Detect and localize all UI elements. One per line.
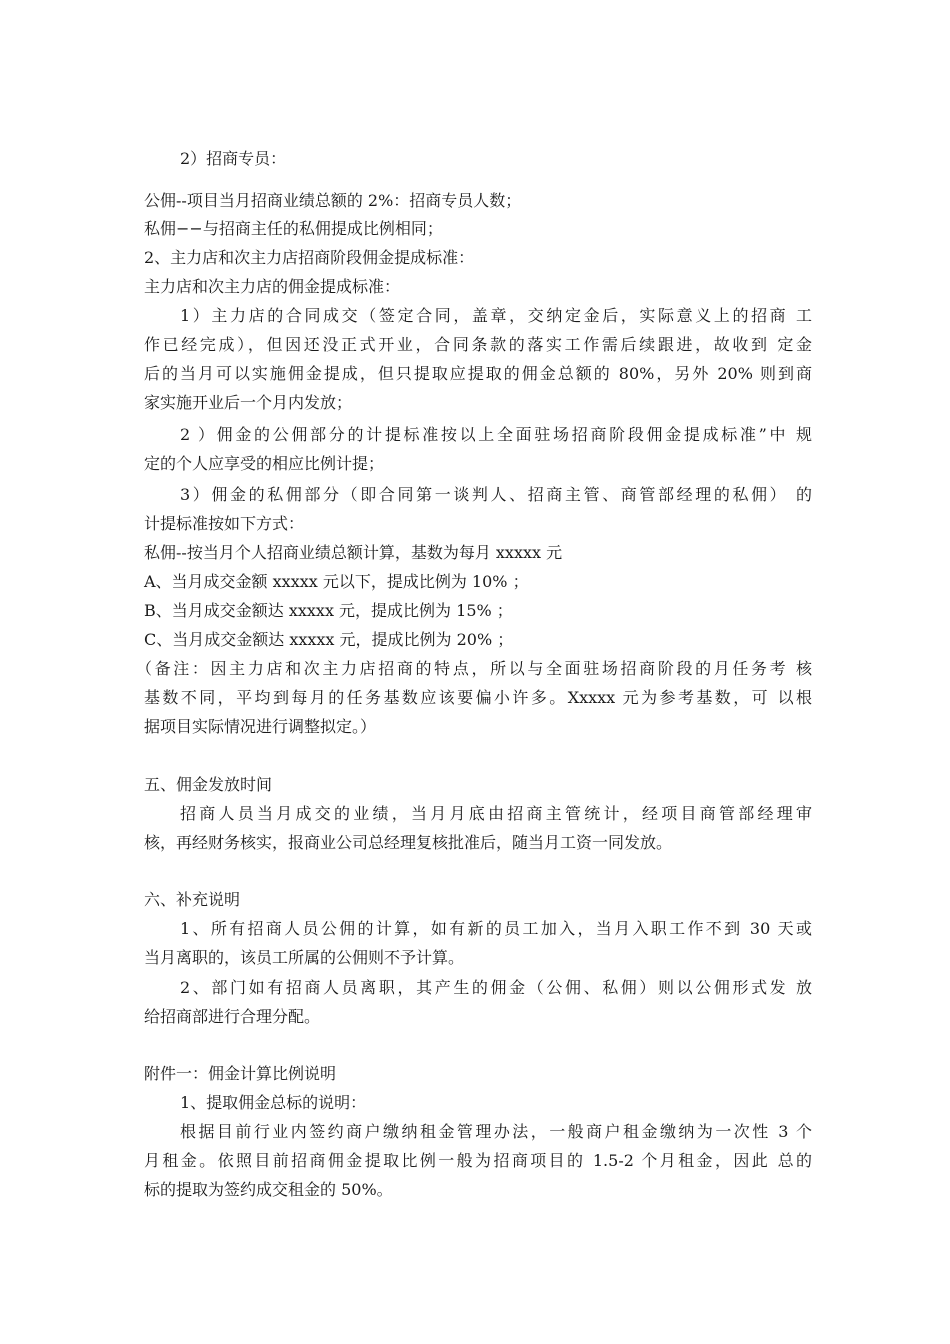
paragraph-line: 招商人员当月成交的业绩，当月月底由招商主管统计，经项目商管部经理审 [180,804,812,823]
section-heading: 附件一：佣金计算比例说明 [144,1064,337,1083]
paragraph-line: 定的个人应享受的相应比例计提； [144,454,385,473]
text-line: 公佣--项目当月招商业绩总额的 2%：招商专员人数； [144,191,522,210]
subheading-recruitment-specialist: 2）招商专员： [180,149,287,168]
section-heading: 2、主力店和次主力店招商阶段佣金提成标准： [144,248,475,267]
text-line: 私佣--按当月个人招商业绩总额计算，基数为每月 xxxxx 元 [144,543,563,562]
paragraph-line: 1、所有招商人员公佣的计算，如有新的员工加入，当月入职工作不到 30 天或 [180,919,812,938]
text-line: 私佣−−与招商主任的私佣提成比例相同； [144,219,443,238]
paragraph-line: 2 ）佣金的公佣部分的计提标准按以上全面驻场招商阶段佣金提成标准”中 规 [180,425,812,444]
paragraph-line: 2、部门如有招商人员离职，其产生的佣金（公佣、私佣）则以公佣形式发 放 [180,978,812,997]
paragraph-line: 计提标准按如下方式： [144,514,305,533]
subheading: 1、提取佣金总标的说明： [180,1093,367,1112]
paragraph-line: 1）主力店的合同成交（签定合同，盖章，交纳定金后，实际意义上的招商 工 [180,306,812,325]
text-line: 主力店和次主力店的佣金提成标准： [144,277,401,296]
paragraph-line: 月租金。依照目前招商佣金提取比例一般为招商项目的 1.5-2 个月租金，因此 总的 [144,1151,812,1170]
paragraph-line: 后的当月可以实施佣金提成，但只提取应提取的佣金总额的 80%，另外 20% 则到商 [144,364,812,383]
list-item: C、当月成交金额达 xxxxx 元，提成比例为 20% ； [144,630,514,649]
paragraph-line: 根据目前行业内签约商户缴纳租金管理办法，一般商户租金缴纳为一次性 3 个 [180,1122,812,1141]
paragraph-line: 标的提取为签约成交租金的 50%。 [144,1180,393,1199]
paragraph-line: 当月离职的，该员工所属的公佣则不予计算。 [144,948,465,967]
section-heading: 六、补充说明 [144,890,241,909]
paragraph-line: 核，再经财务核实，报商业公司总经理复核批准后，随当月工资一同发放。 [144,833,673,852]
paragraph-line: 家实施开业后一个月内发放； [144,393,353,412]
paragraph-line: 3）佣金的私佣部分（即合同第一谈判人、招商主管、商管部经理的私佣） 的 [180,485,812,504]
paragraph-line: 作已经完成），但因还没正式开业，合同条款的落实工作需后续跟进，故收到 定金 [144,335,812,354]
list-item: A、当月成交金额 xxxxx 元以下，提成比例为 10% ； [144,572,529,591]
section-heading: 五、佣金发放时间 [144,775,273,794]
paragraph-line: 给招商部进行合理分配。 [144,1007,321,1026]
note-line: 据项目实际情况进行调整拟定。） [144,717,377,736]
note-line: （备注：因主力店和次主力店招商的特点，所以与全面驻场招商阶段的月任务考 核 [136,659,812,678]
note-line: 基数不同，平均到每月的任务基数应该要偏小许多。Xxxxx 元为参考基数，可 以根 [144,688,812,707]
list-item: B、当月成交金额达 xxxxx 元，提成比例为 15% ； [144,601,513,620]
